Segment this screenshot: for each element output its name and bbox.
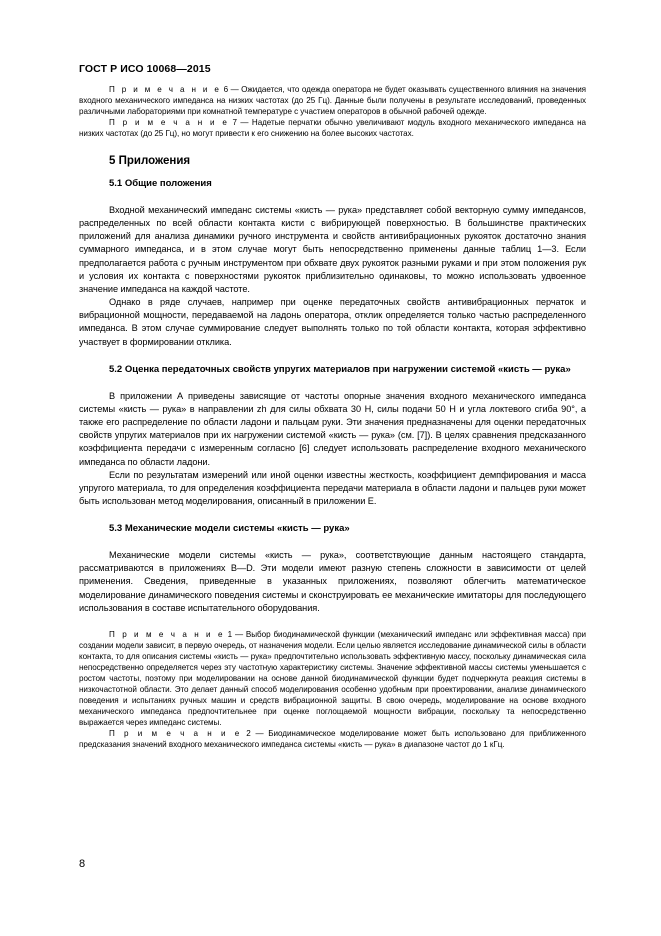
document-header: ГОСТ Р ИСО 10068—2015 [79,63,211,75]
paragraph: Входной механический импеданс системы «кисть — рука» представляет собой векторную сумму импедансов, распределенных по всей области контакта кисти с вибрирующей поверхностью. В большинстве практических приложений для анализа динамики ручного инструмента и свойств антивибрационных рукояток достаточно знания суммарного импеданса, и в этом случае могут быть непосредственно применены данные таблиц 1—3. Если предполагается работа с ручным инструментом при обхвате двух рукояток разными руками и при этом положения рук и условия их контакта с поверхностями рукояток приблизительно одинаковы, то можно использовать удвоенное значение импеданса на каждой частоте. [79,205,586,294]
note-label: П р и м е ч а н и е [109,85,222,94]
note-7 [79,117,586,139]
note-text: 7 — Надетые перчатки обычно увеличивают модуль входного механического импеданса на низких частотах (до 25 Гц), но могут привести к его снижению на более высоких частотах. [79,118,586,138]
paragraph: Механические модели системы «кисть — рука», соответствующие данным настоящего стандарта, рассматриваются в приложениях В—D. Эти модели имеют разную степень сложности в зависимости от целей применения. Сведения, приведенные в указанных приложениях, позволяют облегчить математическое моделирование динамического поведения системы и сконструировать ее механические имитаторы для последующего использования в составе испытательного оборудования. [79,550,586,613]
note-text: 1 — Выбор биодинамической функции (механический импеданс или эффективная масса) при создании модели зависит, в первую очередь, от назначения модели. Если целью является исследование динамической силы в области контакта, то для описания системы «кисть — рука» предпочтительно использовать эффективную массу, поскольку динамическая сила непосредственно определяется через эту частотную характеристику системы. Значение эффективной массы системы уменьшается с ростом частоты, поэтому при моделировании на основе данной биодинамической функции будет подчеркнута реакция системы в низкочастотной области. Это делает данный способ моделирования особенно удобным при проектировании, анализе динамического поведения и испытаниях ручных машин и средств вибрационной защиты. В свою очередь, моделирование на основе входного механического импеданса предпочтительнее при оценке поглощаемой мощности вибрации, поскольку та непосредственно выражается через импеданс системы. [79,629,586,727]
paragraph: В приложении А приведены зависящие от частоты опорные значения входного механического импеданса системы «кисть — рука» в направлении zh для силы обхвата 30 Н, силы подачи 50 Н и угла локтевого сгиба 90°, а также его распределение по области ладони и пальцам руки. Эти значения предназначены для оценки передаточных свойств упругих материалов при их нагружении системой «кисть — рука» (см. [7]). В целях сравнения предсказанного коэффициента передачи с измеренным согласно [6] следует использовать распределение входного механического импеданса по области ладони. [79,390,586,467]
note-label: П р и м е ч а н и е [109,728,242,738]
note-text: 2 — Биодинамическое моделирование может быть использовано для приближенного предсказания значений входного механического импеданса системы «кисть — рука» в диапазоне частот до 1 кГц. [79,728,586,749]
note-6 [79,84,586,117]
note-label: П р и м е ч а н и е [109,118,230,127]
paragraph: Однако в ряде случаев, например при оценке передаточных свойств антивибрационных перчаток и вибрационной мощности, передаваемой на ладонь оператора, отклик определяется только частью распределенного импеданса. В этом случае суммирование следует выполнять только по той области контакта, которая эффективно участвует в формировании отклика. [79,297,586,347]
subsection-title-5-1: 5.1 Общие положения [109,178,212,189]
note-2 [79,728,586,750]
section-title: 5 Приложения [109,155,191,167]
note-1 [79,629,586,728]
subsection-title-5-3: 5.3 Механические модели системы «кисть — рука» [109,523,350,535]
paragraph: Если по результатам измерений или иной оценки известны жесткость, коэффициент демпфирования и масса упругого материала, то для определения коэффициента передачи материала в области ладони и пальцев руки может быть использован метод моделирования, описанный в приложении Е. [79,469,586,506]
subsection-title-5-2: 5.2 Оценка передаточных свойств упругих материалов при нагружении системой «кисть — рука» [109,363,571,375]
note-text: 6 — Ожидается, что одежда оператора не будет оказывать существенного влияния на значения входного механического импеданса на низких частотах (до 25 Гц). Данные были получены в результате исследований, проведенных различными лабораториями при комнатной температуре с участием операторов в обычной рабочей одежде. [79,85,586,116]
page-number: 8 [79,858,86,870]
note-label: П р и м е ч а н и е [109,629,225,639]
page-content [79,84,586,750]
